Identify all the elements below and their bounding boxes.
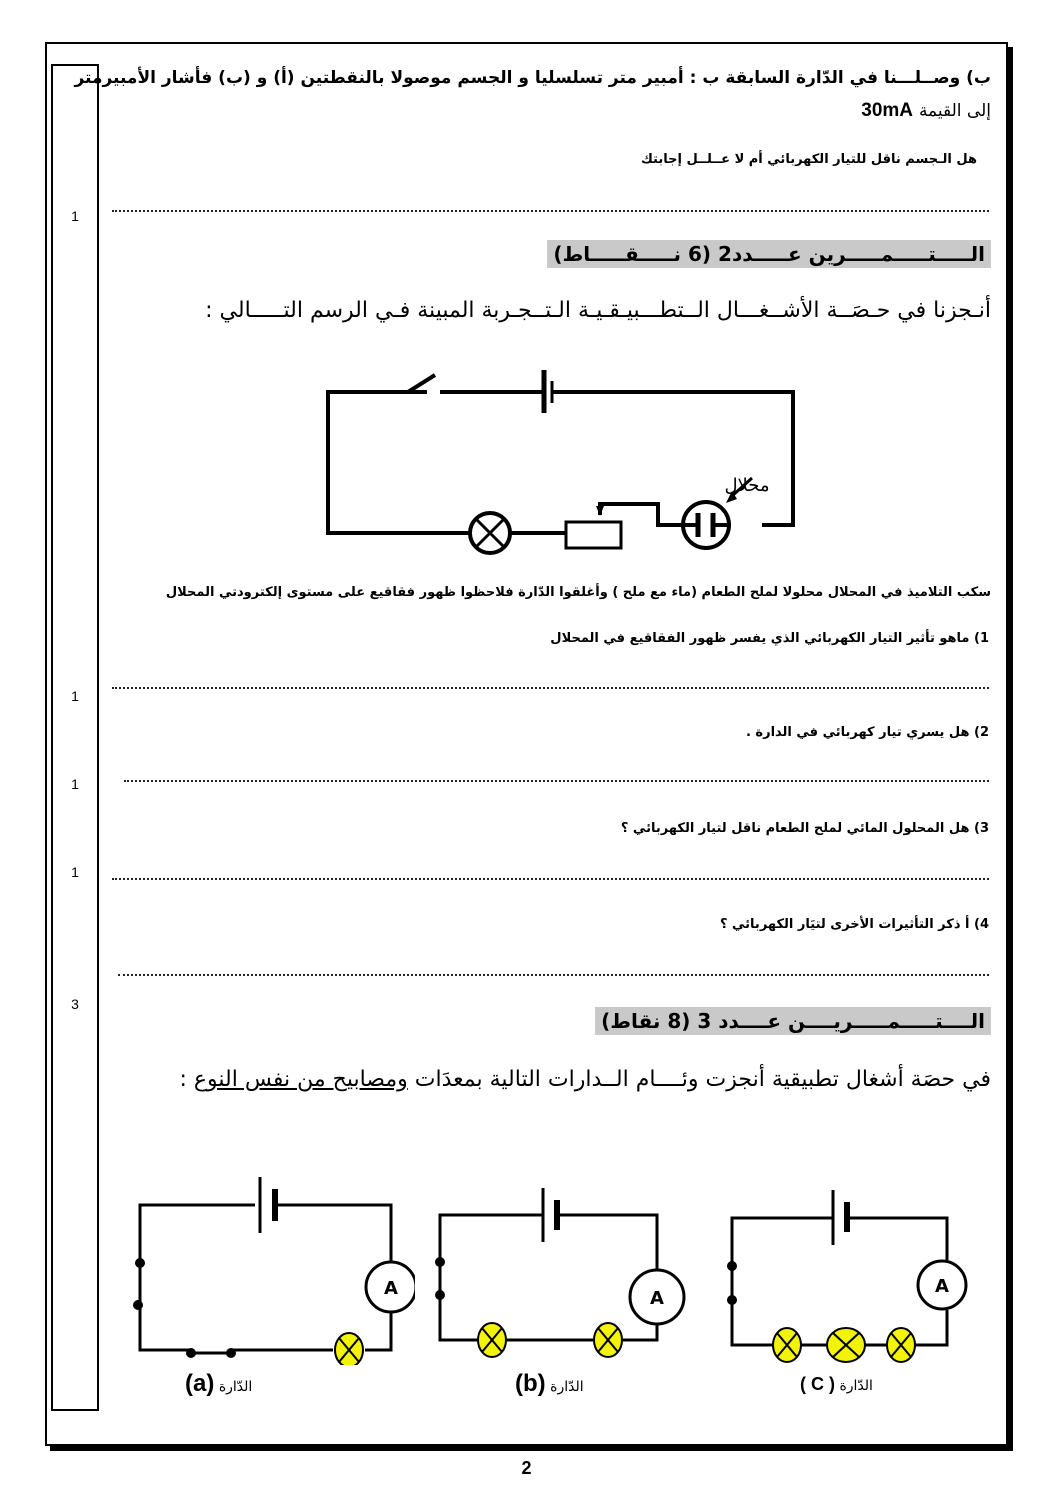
circuit-c-letter: ( C ) xyxy=(800,1374,835,1394)
circuit-b-diagram xyxy=(425,1180,695,1370)
part-b-current-value: 30mA xyxy=(861,100,914,121)
answer-line-part-b[interactable] xyxy=(112,208,989,212)
circuit-b-word: الدّارة xyxy=(550,1379,584,1395)
answer-line-q1[interactable] xyxy=(112,685,989,689)
circuit-b-label xyxy=(515,1370,584,1398)
lamp-icon xyxy=(773,1328,801,1362)
score-part-b: 1 xyxy=(71,208,79,224)
exercise3-intro-end: : xyxy=(179,1067,194,1092)
electrolyzer-label: محلال xyxy=(724,475,770,496)
ammeter-label: A xyxy=(384,1278,398,1299)
answer-line-q4[interactable] xyxy=(118,972,989,976)
question-4: 4) أ ذكر التأثيرات الأخرى لتيَار الكهربائي ؟ xyxy=(719,917,989,932)
ammeter-label: A xyxy=(935,1276,949,1297)
page-number: 2 xyxy=(521,1458,532,1478)
question-3: 3) هل المحلول المائي لملح الطعام ناقل لتيار الكهربائي ؟ xyxy=(620,821,989,836)
circuit-a-diagram xyxy=(125,1165,415,1365)
lamp-icon xyxy=(335,1333,363,1365)
exercise3-intro-underlined: ومصابيح من نفس النوع xyxy=(193,1067,408,1092)
part-b-line2 xyxy=(861,100,991,122)
exercise3-intro xyxy=(179,1067,991,1092)
score-q3: 1 xyxy=(71,864,79,880)
circuit-b-letter: (b) xyxy=(515,1370,546,1397)
question-1: 1) ماهو تأثير التيار الكهربائي الذي يفسر ظهور الفقاقيع في المحلال xyxy=(550,631,989,646)
question-2: 2) هل يسري تيار كهربائي في الدارة . xyxy=(745,725,989,740)
wire-left xyxy=(328,392,470,533)
rheostat-icon xyxy=(566,522,621,548)
score-margin-column xyxy=(51,64,99,1411)
lamp-icon xyxy=(827,1328,865,1362)
circuit-a-letter: (a) xyxy=(185,1370,215,1397)
lamp-icon xyxy=(478,1323,506,1357)
part-b-line1: ب) وصــلـــنا في الدّارة السابقة ب : أمبير متر تسلسليا و الجسم موصولا بالنقطتين (أ) و (ب) فأشار الأمبيرمتر xyxy=(74,68,991,88)
exercise3-intro-text: في حصَة أشغال تطبيقية أنجزت وئــــام الــدارات التالية بمعدَات xyxy=(407,1067,991,1092)
circuit-a-label xyxy=(185,1370,252,1398)
exercise2-heading: الـــــتـــــمـــــرين عـــــدد2 (6 نـــــقـــــاط) xyxy=(547,240,991,268)
exercise2-context: سكب التلاميذ في المحلال محلولا لملح الطعام (ماء مع ملح ) وأغلقوا الدّارة فلاحظوا ظهور فقاقيع على مستوى إلكترودتي المحلال xyxy=(165,585,991,600)
score-q2: 1 xyxy=(71,776,79,792)
circuit-a-word: الدّارة xyxy=(218,1379,253,1395)
exercise2-intro: أنـجزنا في حـصَــة الأشــغـــال الــتطـــبيـقـيـة الـتــجـربة المبينة فـي الرسم التـــــالي : xyxy=(205,298,991,323)
score-q1: 1 xyxy=(71,688,79,704)
circuit-c-word: الدّارة xyxy=(839,1378,873,1394)
circuit-c-diagram xyxy=(715,1180,985,1370)
switch-icon xyxy=(408,375,435,392)
ammeter-label: A xyxy=(650,1288,664,1309)
lamp-icon xyxy=(887,1328,915,1362)
score-q4: 3 xyxy=(71,996,79,1012)
answer-line-q2[interactable] xyxy=(124,778,989,782)
part-b-question: هل الـجسم ناقل للتيار الكهربائي أم لا عــلــل إجابتك xyxy=(640,152,977,167)
answer-line-q3[interactable] xyxy=(112,876,989,880)
circuit-c-label xyxy=(800,1374,873,1395)
exercise3-heading: الــــتـــــمـــــريــــن عــــدد 3 (8 نقاط) xyxy=(595,1007,991,1035)
electrolysis-circuit-diagram xyxy=(320,365,810,560)
part-b-value-prefix: إلى القيمة xyxy=(918,101,991,121)
lamp-icon xyxy=(594,1323,622,1357)
